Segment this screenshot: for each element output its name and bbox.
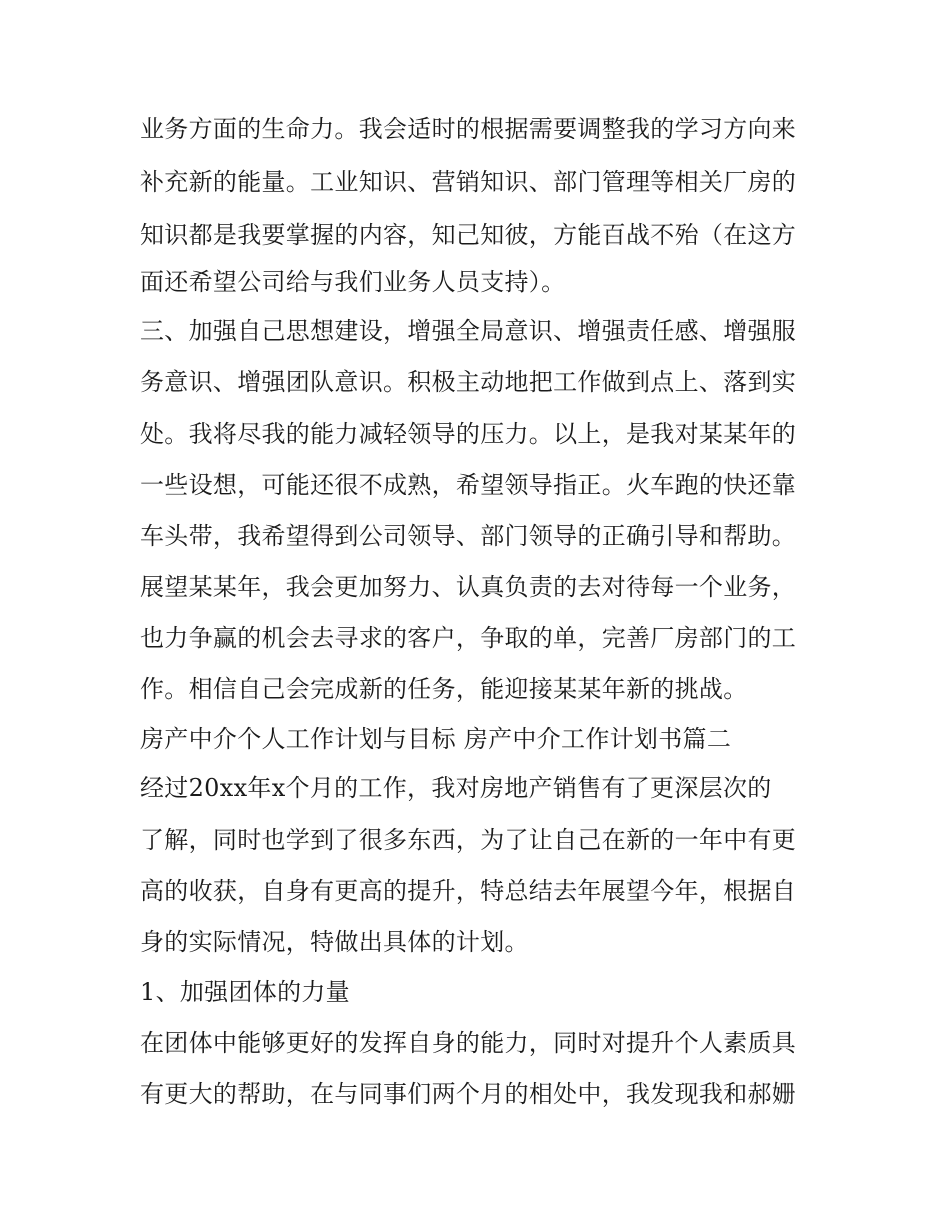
- text-line: 作。相信自己会完成新的任务，能迎接某某年新的挑战。: [140, 675, 748, 703]
- text-line: 高的收获，自身有更高的提升，特总结去年展望今年，根据自: [140, 877, 797, 905]
- text-line: 身的实际情况，特做出具体的计划。: [140, 928, 529, 956]
- text-line: 务意识、增强团队意识。积极主动地把工作做到点上、落到实: [140, 368, 797, 396]
- section-heading-3: 三、加强自己思想建设，增强全局意识、增强责任感、增强服: [140, 317, 797, 345]
- text-line: 知识都是我要掌握的内容，知己知彼，方能百战不殆（在这方: [140, 221, 797, 249]
- text-line: 一些设想，可能还很不成熟，希望领导指正。火车跑的快还靠: [140, 471, 797, 499]
- text-line: 也力争赢的机会去寻求的客户，争取的单，完善厂房部门的工: [140, 624, 797, 652]
- text-line: 业务方面的生命力。我会适时的根据需要调整我的学习方向来: [140, 115, 797, 143]
- text-line: 有更大的帮助，在与同事们两个月的相处中，我发现我和郝姗: [140, 1080, 797, 1108]
- text-line: 处。我将尽我的能力减轻领导的压力。以上，是我对某某年的: [140, 420, 797, 448]
- text-line: 经过20xx年x个月的工作，我对房地产销售有了更深层次的: [140, 774, 772, 802]
- text-line: 展望某某年，我会更加努力、认真负责的去对待每一个业务，: [140, 573, 797, 601]
- section-heading-1: 1、加强团体的力量: [140, 978, 350, 1006]
- text-line: 在团体中能够更好的发挥自身的能力，同时对提升个人素质具: [140, 1029, 797, 1057]
- article-title: 房产中介个人工作计划与目标 房产中介工作计划书篇二: [140, 725, 732, 753]
- text-line: 面还希望公司给与我们业务人员支持）。: [140, 268, 566, 296]
- text-line: 车头带，我希望得到公司领导、部门领导的正确引导和帮助。: [140, 522, 797, 550]
- text-line: 补充新的能量。工业知识、营销知识、部门管理等相关厂房的: [140, 168, 797, 196]
- text-line: 了解，同时也学到了很多东西，为了让自己在新的一年中有更: [140, 826, 797, 854]
